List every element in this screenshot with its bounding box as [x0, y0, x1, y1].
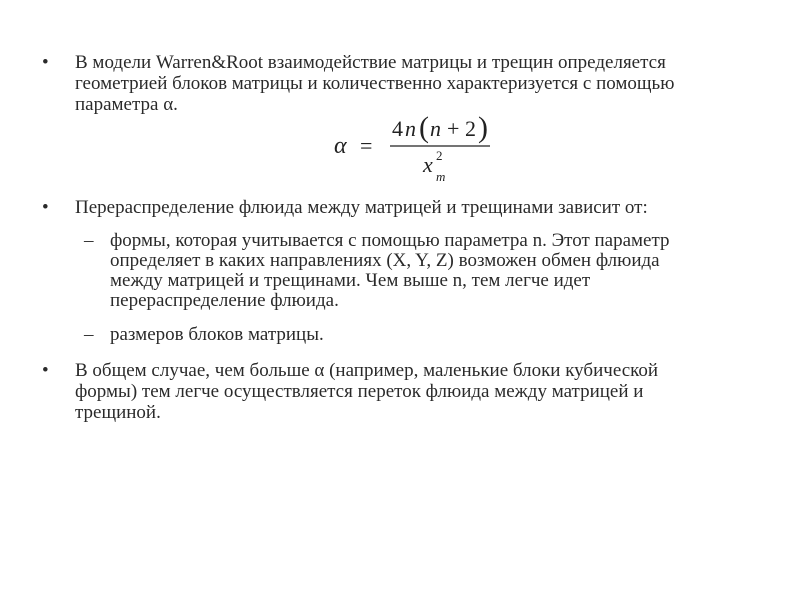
subitem-text	[110, 325, 770, 345]
formula-two: 2	[465, 116, 476, 141]
text-line: В модели Warren&Root взаимодействие матрицы и трещин определяется	[75, 52, 666, 73]
formula-coefficient: 4	[392, 116, 403, 141]
formula-paren-close: )	[478, 111, 488, 144]
text-line: геометрией блоков матрицы и количественно характеризуется с помощью	[75, 73, 675, 94]
text-line: Перераспределение флюида между матрицей и трещинами зависит от:	[75, 197, 648, 218]
text-line: размеров блоков матрицы.	[110, 324, 324, 345]
formula-plus: +	[447, 116, 460, 141]
subitem-block-size	[84, 325, 784, 347]
text-line: между матрицей и трещинами. Чем выше n, тем легче идет	[110, 270, 591, 291]
bullet-redistribution	[34, 197, 770, 219]
subitem-text	[110, 231, 770, 311]
subitem-shape	[84, 231, 784, 313]
formula-svg	[330, 110, 500, 190]
bullet-text	[75, 360, 770, 423]
text-line: В общем случае, чем больше α (например, маленькие блоки кубической	[75, 360, 659, 381]
bullet-marker: •	[42, 360, 49, 381]
formula-paren-open: (	[419, 111, 429, 144]
formula-x: x	[423, 152, 433, 177]
formula-x-superscript: 2	[436, 148, 443, 163]
subitem-marker: –	[84, 230, 94, 251]
text-line: определяет в каких направлениях (X, Y, Z) возможен обмен флюида	[110, 250, 660, 271]
bullet-warren-root	[34, 52, 770, 118]
text-line: формы, которая учитывается с помощью параметра n. Этот параметр	[110, 230, 670, 251]
bullet-text	[75, 197, 770, 218]
text-line: трещиной.	[75, 402, 161, 423]
formula-x-subscript: m	[436, 169, 446, 184]
text-line: формы) тем легче осуществляется переток флюида между матрицей и	[75, 381, 644, 402]
formula-equals: =	[360, 133, 373, 158]
subitem-marker: –	[84, 324, 94, 345]
text-line: параметра α.	[75, 94, 178, 115]
bullet-text	[75, 52, 770, 115]
formula-alpha: α	[334, 133, 347, 159]
text-line: перераспределение флюида.	[110, 290, 339, 311]
formula-n-outer: n	[405, 116, 416, 141]
bullet-marker: •	[42, 197, 49, 218]
formula-n-inner: n	[430, 116, 441, 141]
bullet-general-case	[34, 360, 770, 426]
alpha-formula	[330, 110, 500, 190]
bullet-marker: •	[42, 52, 49, 73]
